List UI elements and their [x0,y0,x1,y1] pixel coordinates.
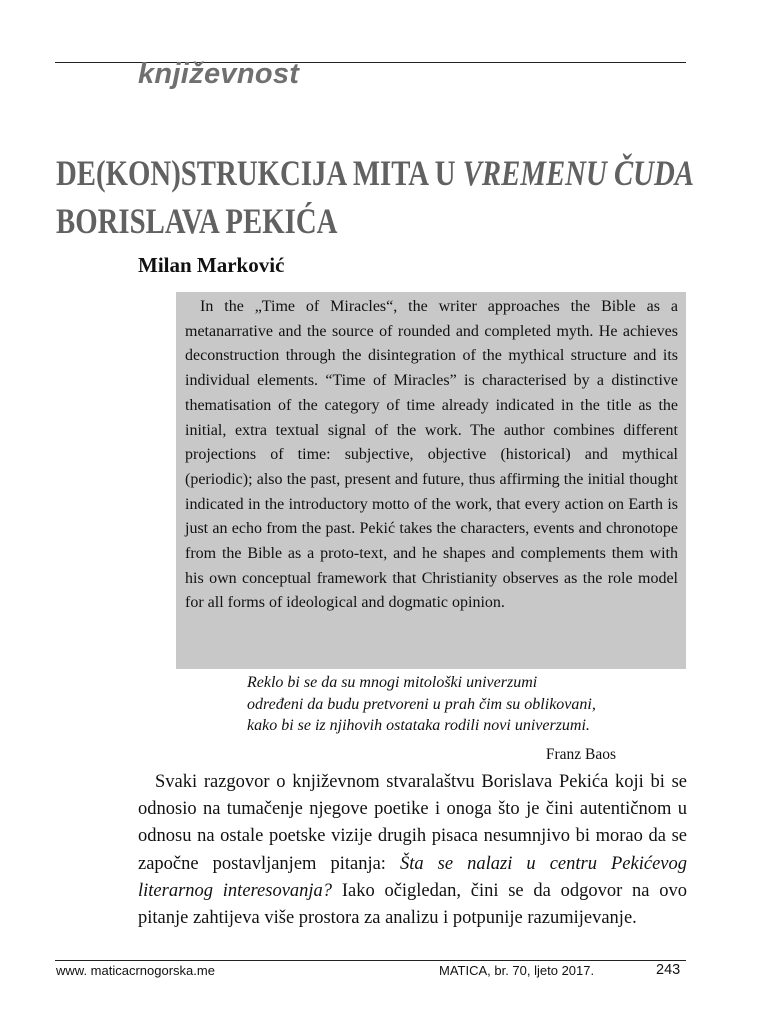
epigraph-line: Reklo bi se da su mnogi mitološki univerzumi [247,674,538,691]
page-number: 243 [656,962,681,978]
article-title-line-2: BORISLAVA PEKIĆA [56,201,338,241]
footer-journal-info: MATICA, br. 70, ljeto 2017. [439,963,595,978]
body-text-start: Svaki razgovor o književnom stvaralaštvu Borislava Pekića koji bi se odnosio na tumačenje njegove poetike i onoga što je čini autentičnom u odnosu na ostale poetske vizije drugih pisaca nesumnjivo bi morao da se započne postavljanjem pitanja: [138,772,687,874]
title-regular-part: DE(KON)STRUKCIJA MITA U [56,153,463,193]
footer-url: www. maticacrnogorska.me [56,963,215,978]
title-italic-part: VREMENU ČUDA [462,153,694,193]
epigraph-line: kako bi se iz njihovih ostataka rodili novi univerzumi. [247,717,590,734]
epigraph [247,672,675,737]
body-italic-question: Šta se nalazi u centru Pekićevog literarnog interesovanja? [138,853,688,901]
article-title-line-1 [56,152,694,194]
body-paragraph [138,769,687,932]
section-label: književnost [138,58,300,90]
abstract-box [176,292,686,669]
epigraph-author: Franz Baos [545,746,616,763]
abstract-text: In the „Time of Miracles“, the writer approaches the Bible as a metanarrative and the source of rounded and completed myth. He achieves deconstruction through the disintegration of the mythical structure and its individual elements. “Time of Miracles” is characterised by a distinctive thematisation of the category of time already indicated in the title as the initial, extra textual signal of the work. The author combines different projections of time: subjective, objective (historical) and mythical (periodic); also the past, present and future, thus affirming the initial thought indicated in the introductory motto of the work, that every action on Earth is just an echo from the past. Pekić takes the characters, events and chronotope from the Bible as a proto-text, and he shapes and complements them with his own conceptual framework that Christianity observes as the role model for all forms of ideological and dogmatic opinion. [185,298,678,612]
body-text-end: Iako očigledan, čini se da odgovor na ovo pitanje zahtijeva više prostora za analizu i potpunije razumijevanje. [138,880,687,929]
author-name: Milan Marković [138,253,285,277]
epigraph-line: određeni da budu pretvoreni u prah čim su oblikovani, [247,695,596,713]
footer-rule [55,960,686,961]
